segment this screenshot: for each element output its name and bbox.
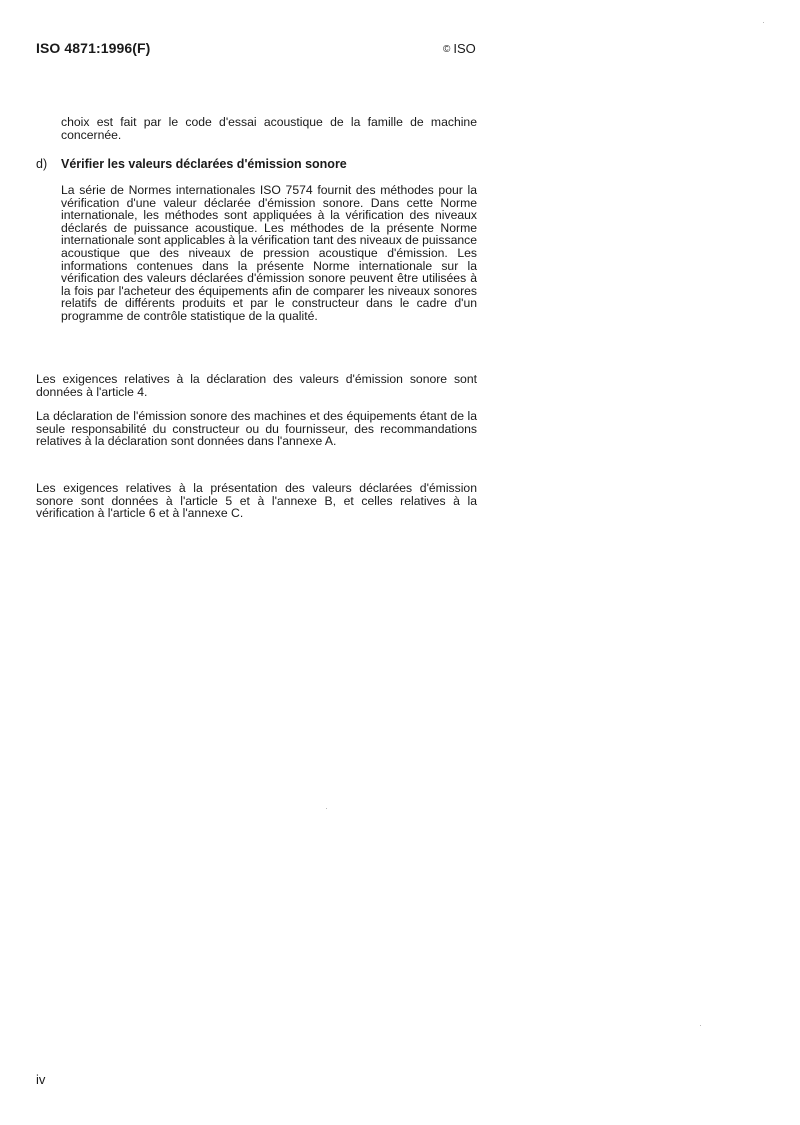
item-d-paragraph: La série de Normes internationales ISO 7574 fournit des méthodes pour la vérification d'une valeur déclarée d'émission sonore. Dans cette Norme internationale, les méthodes sont appliquées à la vérification des niveaux déclarés de puissance acoustique. Les méthodes de la présente Norme internationale sont applicables à la vérification tant des niveaux de puissance acoustique que des niveaux de pression acoustique d'émission. Les informations contenues dans la présente Norme internationale sur la vérification des valeurs déclarées d'émission sonore peuvent être utilisées à la fois par l'acheteur des équipements afin de comparer les niveaux sonores relatifs de différents produits et par le constructeur dans le cadre d'un programme de contrôle statistique de la qualité. <box>61 183 477 323</box>
section-heading: Vérifier les valeurs déclarées d'émission sonore <box>61 157 347 171</box>
scan-speck <box>700 1025 701 1026</box>
scan-speck <box>326 808 327 809</box>
scan-speck <box>763 22 764 23</box>
standard-reference: ISO 4871:1996(F) <box>36 40 151 56</box>
list-item-label: d) <box>36 157 48 171</box>
copyright-notice <box>443 41 476 56</box>
body-paragraph: Les exigences relatives à la présentation des valeurs déclarées d'émission sonore sont données à l'article 5 et à l'annexe B, et celles relatives à la vérification à l'article 6 et à l'annexe C. <box>36 481 477 521</box>
copyright-symbol: © <box>443 44 451 55</box>
body-paragraph: Les exigences relatives à la déclaration des valeurs d'émission sonore sont données à l'article 4. <box>36 372 477 399</box>
copyright-text: ISO <box>453 41 476 56</box>
page-number: iv <box>36 1072 46 1087</box>
continuation-paragraph: choix est fait par le code d'essai acoustique de la famille de machine concernée. <box>61 115 477 142</box>
body-paragraph: La déclaration de l'émission sonore des machines et des équipements étant de la seule responsabilité du constructeur ou du fournisseur, des recommandations relatives à la déclaration sont données dans l'annexe A. <box>36 409 477 449</box>
